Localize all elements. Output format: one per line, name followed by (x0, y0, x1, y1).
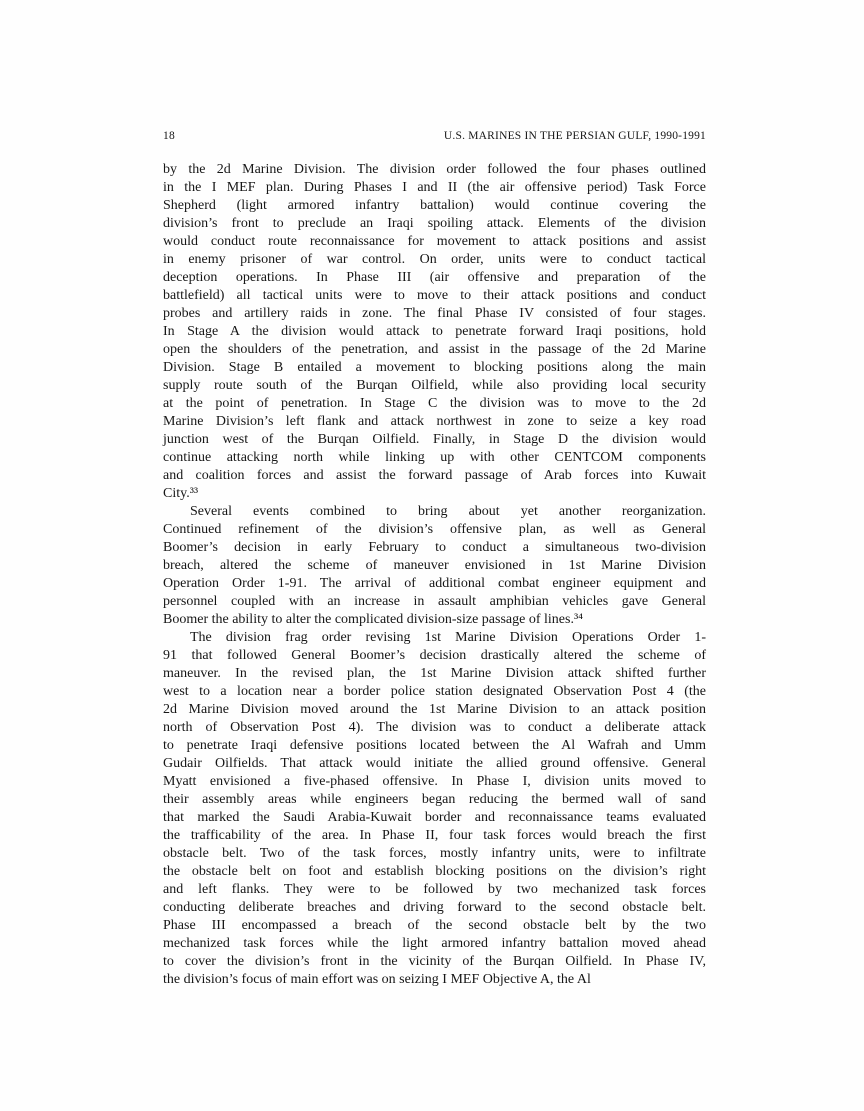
text-line: by the 2d Marine Division. The division order followed the four phases outlined (163, 162, 706, 177)
paragraph (163, 629, 706, 989)
text-line: personnel coupled with an increase in assault amphibian vehicles gave General (163, 594, 706, 609)
running-title: U.S. MARINES IN THE PERSIAN GULF, 1990-1991 (443, 130, 706, 142)
text-line: battlefield) all tactical units were to move to their attack positions and conduct (163, 288, 706, 303)
text-line: in the I MEF plan. During Phases I and II (the air offensive period) Task Force (163, 180, 706, 195)
text-line: continue attacking north while linking up with other CENTCOM components (163, 450, 706, 465)
text-line: north of Observation Post 4). The division was to conduct a deliberate attack (163, 720, 706, 735)
text-line: west to a location near a border police station designated Observation Post 4 (the (163, 684, 706, 699)
text-line: supply route south of the Burqan Oilfield, while also providing local security (163, 378, 706, 393)
text-line: 91 that followed General Boomer’s decision drastically altered the scheme of (163, 648, 706, 663)
text-line: the obstacle belt on foot and establish blocking positions on the division’s right (163, 864, 706, 879)
text-line: City.³³ (163, 486, 199, 501)
text-line: open the shoulders of the penetration, and assist in the passage of the 2d Marine (163, 342, 706, 357)
text-line: Marine Division’s left flank and attack northwest in zone to seize a key road (163, 414, 706, 429)
text-line: breach, altered the scheme of maneuver envisioned in 1st Marine Division (163, 558, 706, 573)
text-line: junction west of the Burqan Oilfield. Finally, in Stage D the division would (163, 432, 706, 447)
text-line: to penetrate Iraqi defensive positions located between the Al Wafrah and Umm (163, 738, 706, 753)
text-line: Continued refinement of the division’s offensive plan, as well as General (163, 522, 706, 537)
text-line: Division. Stage B entailed a movement to blocking positions along the main (163, 360, 706, 375)
text-line: division’s front to preclude an Iraqi spoiling attack. Elements of the division (163, 216, 706, 231)
text-line: Operation Order 1-91. The arrival of additional combat engineer equipment and (163, 576, 706, 591)
text-line: the trafficability of the area. In Phase II, four task forces would breach the first (163, 828, 706, 843)
text-line: and coalition forces and assist the forward passage of Arab forces into Kuwait (163, 468, 706, 483)
text-line: 2d Marine Division moved around the 1st Marine Division to an attack position (163, 702, 706, 717)
text-line: would conduct route reconnaissance for movement to attack positions and assist (163, 234, 706, 249)
text-line: obstacle belt. Two of the task forces, mostly infantry units, were to infiltrate (163, 846, 706, 861)
text-line: In Stage A the division would attack to penetrate forward Iraqi positions, hold (163, 324, 706, 339)
text-line: Phase III encompassed a breach of the second obstacle belt by the two (163, 918, 706, 933)
text-line: to cover the division’s front in the vicinity of the Burqan Oilfield. In Phase IV, (163, 954, 706, 969)
text-line: Several events combined to bring about yet another reorganization. (190, 504, 706, 519)
text-line: the division’s focus of main effort was on seizing I MEF Objective A, the Al (163, 972, 591, 987)
text-line: in enemy prisoner of war control. On order, units were to conduct tactical (163, 252, 706, 267)
text-line: that marked the Saudi Arabia-Kuwait border and reconnaissance teams evaluated (163, 810, 706, 825)
text-line: at the point of penetration. In Stage C the division was to move to the 2d (163, 396, 706, 411)
text-line: Gudair Oilfields. That attack would initiate the allied ground offensive. General (163, 756, 706, 771)
text-line: deception operations. In Phase III (air offensive and preparation of the (163, 270, 706, 285)
page-header (163, 130, 706, 142)
text-line: Boomer the ability to alter the complicated division-size passage of lines.³⁴ (163, 612, 584, 627)
text-line: and left flanks. They were to be followed by two mechanized task forces (163, 882, 706, 897)
paragraph (163, 503, 706, 629)
text-line: Shepherd (light armored infantry battalion) would continue covering the (163, 198, 706, 213)
text-line: The division frag order revising 1st Marine Division Operations Order 1- (190, 630, 706, 645)
text-line: their assembly areas while engineers began reducing the bermed wall of sand (163, 792, 706, 807)
text-line: mechanized task forces while the light armored infantry battalion moved ahead (163, 936, 706, 951)
text-line: Boomer’s decision in early February to conduct a simultaneous two-division (163, 540, 706, 555)
text-line: Myatt envisioned a five-phased offensive. In Phase I, division units moved to (163, 774, 706, 789)
text-line: maneuver. In the revised plan, the 1st Marine Division attack shifted further (163, 666, 706, 681)
page-number: 18 (163, 130, 175, 142)
text-line: conducting deliberate breaches and driving forward to the second obstacle belt. (163, 900, 706, 915)
paragraph (163, 161, 706, 503)
text-line: probes and artillery raids in zone. The final Phase IV consisted of four stages. (163, 306, 706, 321)
body-text (163, 161, 706, 989)
